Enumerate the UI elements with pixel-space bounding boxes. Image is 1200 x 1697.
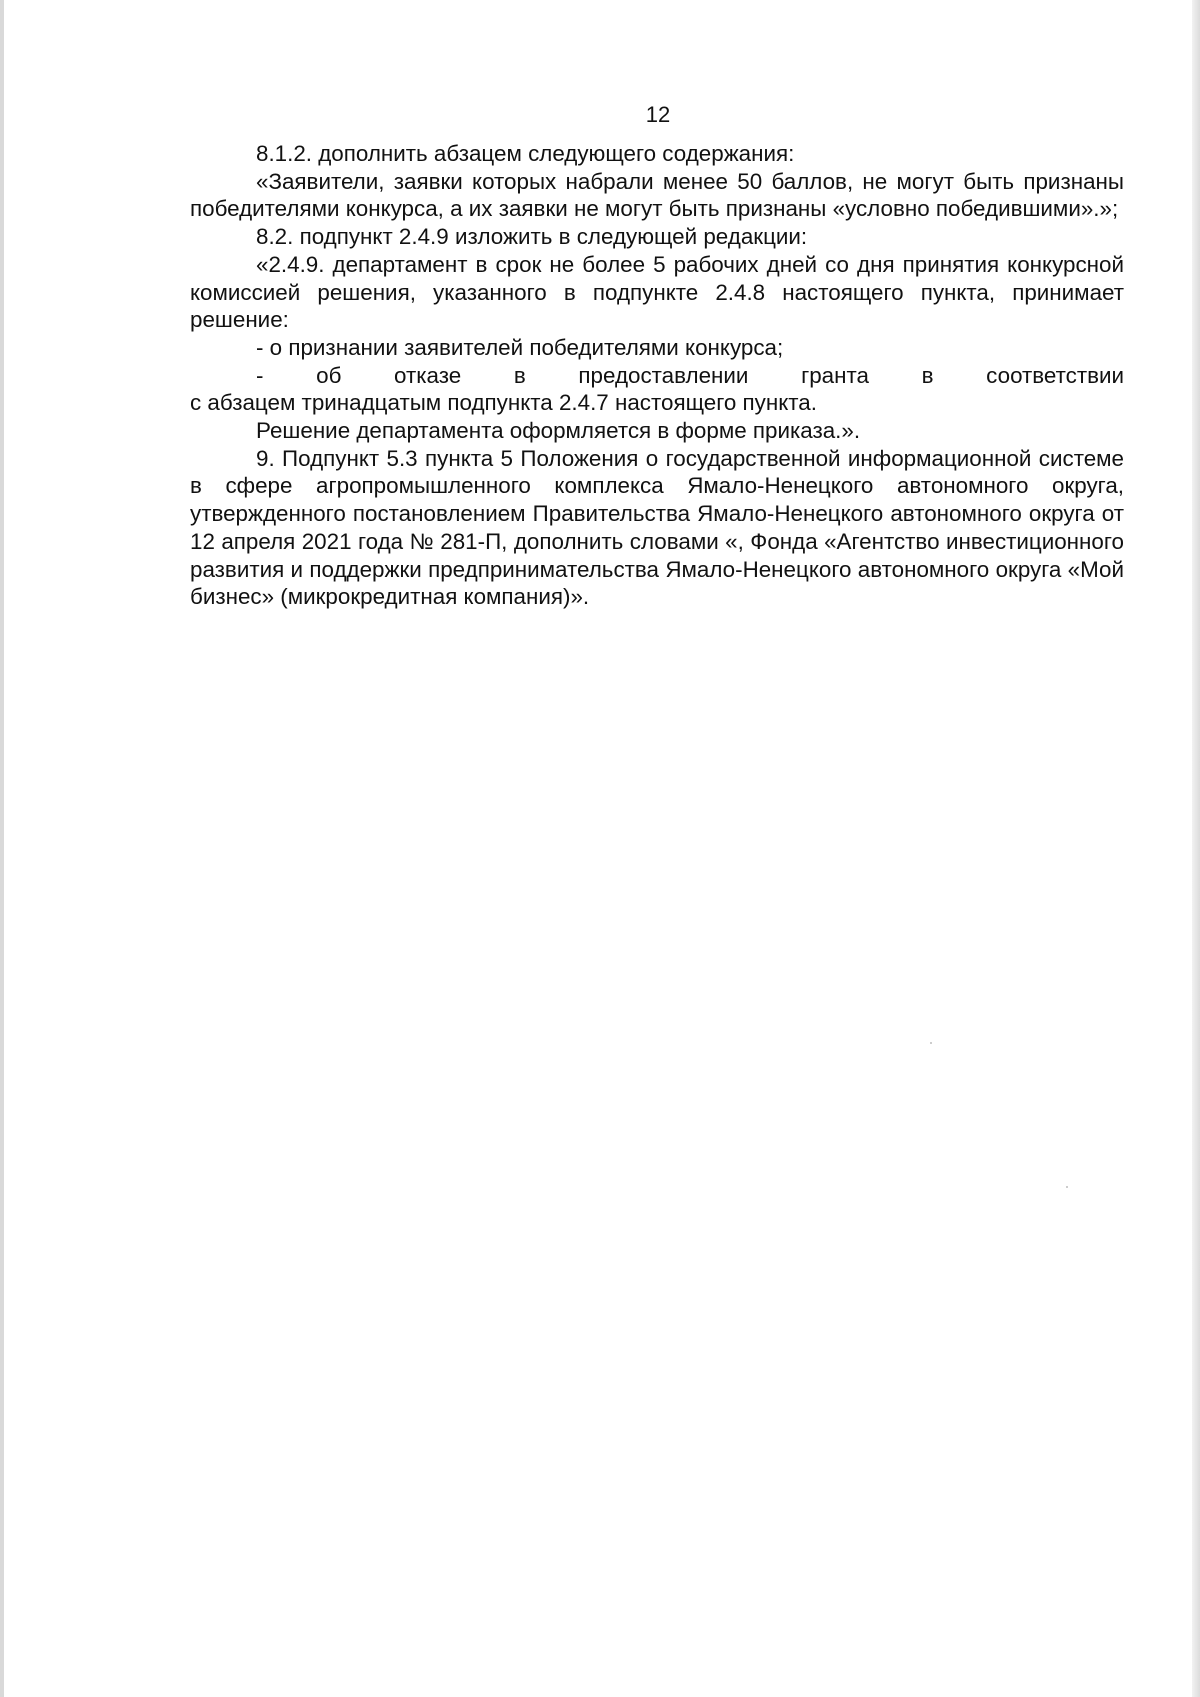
paragraph-2-4-9: «2.4.9. департамент в срок не более 5 рабочих дней со дня принятия конкурсной комиссией решения, указанного в подпункте 2.4.8 настоящего пункта, принимает решение: — [190, 251, 1124, 333]
scan-speck — [930, 1042, 932, 1044]
document-body — [190, 140, 1124, 611]
scan-speck — [1066, 1186, 1068, 1188]
list-item-refusal-continuation: с абзацем тринадцатым подпункта 2.4.7 настоящего пункта. — [190, 390, 817, 416]
paragraph-quote-applicants: «Заявители, заявки которых набрали менее 50 баллов, не могут быть признаны победителями конкурса, а их заявки не могут быть признаны «условно победившими».»; — [190, 168, 1124, 222]
paragraph-8-1-2: 8.1.2. дополнить абзацем следующего содержания: — [256, 141, 795, 166]
scan-edge-left — [0, 0, 4, 1697]
list-item-recognition: - о признании заявителей победителями конкурса; — [256, 334, 784, 360]
paragraph-decision-order: Решение департамента оформляется в форме приказа.». — [256, 418, 861, 444]
page-number: 12 — [645, 102, 671, 127]
paragraph-9: 9. Подпункт 5.3 пункта 5 Положения о государственной информационной системе в сфере агропромышленного комплекса Ямало-Ненецкого автономного округа, утвержденного постановлением Правительства Ямало-Ненецкого автономного округа от 12 апреля 2021 года № 281-П, дополнить словами «, Фонда «Агентство инвестиционного развития и поддержки предпринимательства Ямало-Ненецкого автономного округа «Мой бизнес» (микрокредитная компания)». — [190, 445, 1124, 610]
paragraph-8-2: 8.2. подпункт 2.4.9 изложить в следующей редакции: — [256, 224, 808, 250]
list-item-refusal: - об отказе в предоставлении гранта в соответствии — [256, 362, 1124, 388]
scan-edge-right — [1192, 0, 1200, 1697]
